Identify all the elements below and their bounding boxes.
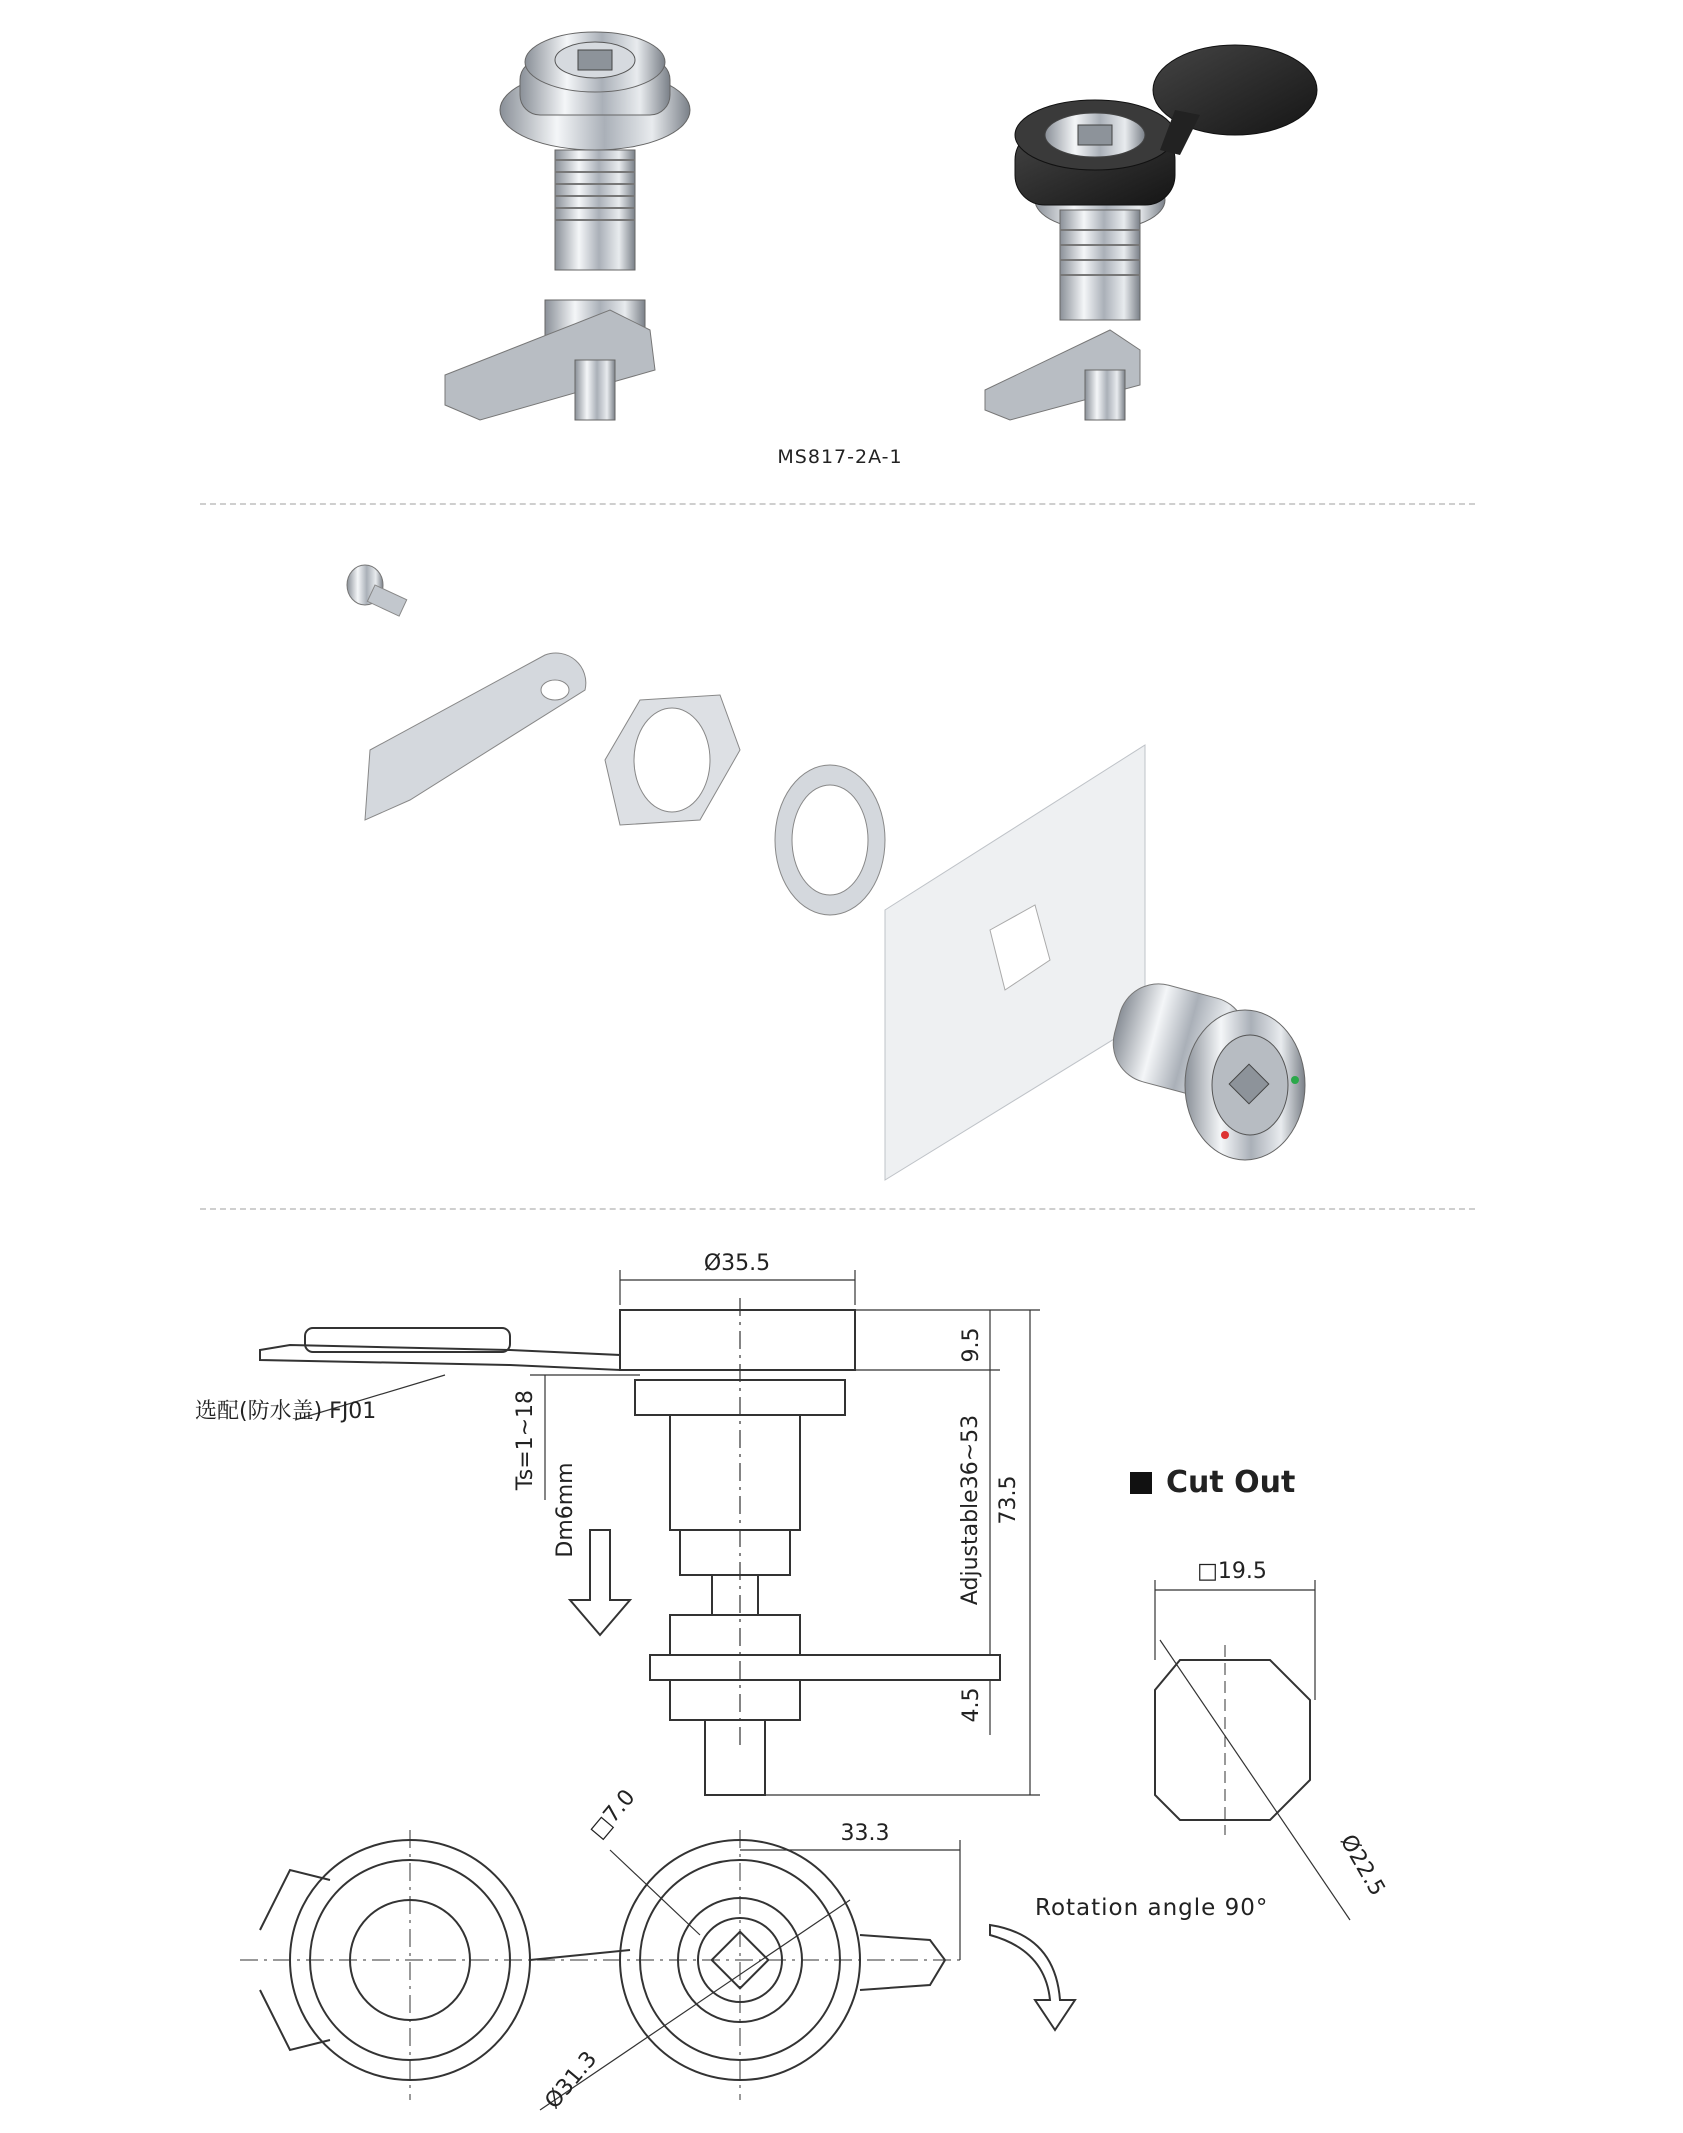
dim-cam-reach: 33.3 [840,1821,890,1846]
dim-cam-thickness: 4.5 [959,1687,984,1723]
cutout-diameter: Ø22.5 [1334,1830,1390,1901]
cutout-title-text: Cut Out [1166,1465,1296,1500]
dim-total-length: 73.5 [996,1475,1021,1525]
dim-adjustable: Adjustable36~53 [958,1414,983,1606]
dim-head-diameter: Ø35.5 [703,1251,771,1276]
model-caption: MS817-2A-1 [777,446,903,468]
label-optional-cover: 选配(防水盖) FJ01 [195,1399,377,1424]
square-bullet-icon [1130,1472,1152,1494]
dim-panel-thickness: Ts=1~18 [513,1389,538,1491]
dim-head-height: 9.5 [959,1327,984,1363]
dim-cam-thread: Dm6mm [553,1462,578,1558]
cutout-title [1130,1465,1295,1500]
dim-body-diameter: Ø31.3 [540,2046,603,2114]
dim-square-drive: □7.0 [585,1785,641,1844]
cutout-square: □19.5 [1197,1559,1267,1584]
rotation-label: Rotation angle 90° [1035,1895,1269,1921]
